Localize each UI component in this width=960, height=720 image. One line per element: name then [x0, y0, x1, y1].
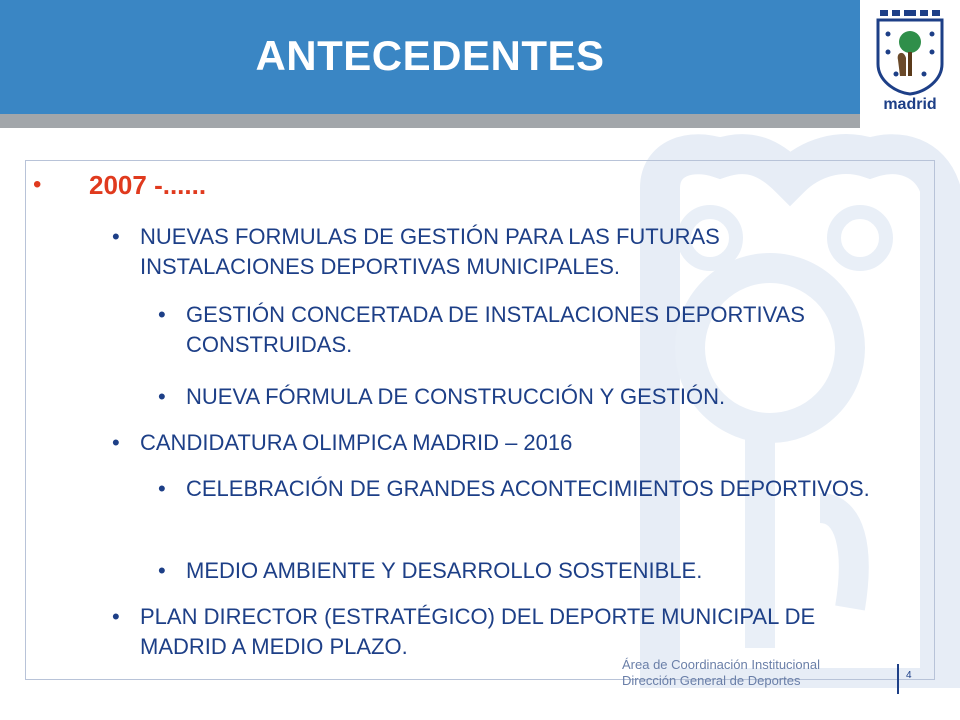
footer-divider	[897, 664, 899, 694]
bullet-dot: •	[112, 224, 120, 249]
footer-line-2: Dirección General de Deportes	[622, 673, 801, 688]
bullet-dot: •	[33, 171, 42, 198]
bullet-dot: •	[158, 476, 166, 501]
footer-department	[622, 657, 902, 689]
list-item	[158, 474, 878, 504]
logo-text: madrid	[883, 96, 937, 113]
list-item	[112, 428, 872, 458]
bullet-dot: •	[158, 302, 166, 327]
bullet-dot: •	[112, 430, 120, 455]
list-item	[112, 222, 872, 282]
heading-text: 2007 -......	[89, 170, 207, 200]
list-item-text: NUEVA FÓRMULA DE CONSTRUCCIÓN Y GESTIÓN.	[186, 384, 726, 409]
logo	[860, 0, 960, 128]
footer-line-1: Área de Coordinación Institucional	[622, 657, 821, 672]
list-item-text: NUEVAS FORMULAS DE GESTIÓN PARA LAS FUTURAS INSTALACIONES DEPORTIVAS MUNICIPALES.	[140, 224, 720, 279]
list-item	[158, 382, 878, 412]
list-item-text: PLAN DIRECTOR (ESTRATÉGICO) DEL DEPORTE MUNICIPAL DE MADRID A MEDIO PLAZO.	[140, 604, 816, 659]
list-item	[158, 300, 878, 360]
bullet-dot: •	[112, 604, 120, 629]
madrid-coat-of-arms-icon	[876, 8, 944, 96]
list-item-text: MEDIO AMBIENTE Y DESARROLLO SOSTENIBLE.	[186, 558, 703, 583]
page-number: 4	[906, 670, 912, 681]
slide-title: ANTECEDENTES	[255, 32, 605, 79]
bullet-dot: •	[158, 384, 166, 409]
list-item-text: CELEBRACIÓN DE GRANDES ACONTECIMIENTOS DEPORTIVOS.	[186, 476, 870, 501]
list-item	[112, 602, 872, 662]
bullet-dot: •	[158, 558, 166, 583]
list-item-text: GESTIÓN CONCERTADA DE INSTALACIONES DEPORTIVAS CONSTRUIDAS.	[186, 302, 805, 357]
list-item	[158, 556, 878, 586]
list-item-text: CANDIDATURA OLIMPICA MADRID – 2016	[140, 430, 573, 455]
bullet-heading	[33, 170, 733, 200]
header-stripe	[0, 114, 960, 128]
title-banner	[0, 0, 860, 114]
